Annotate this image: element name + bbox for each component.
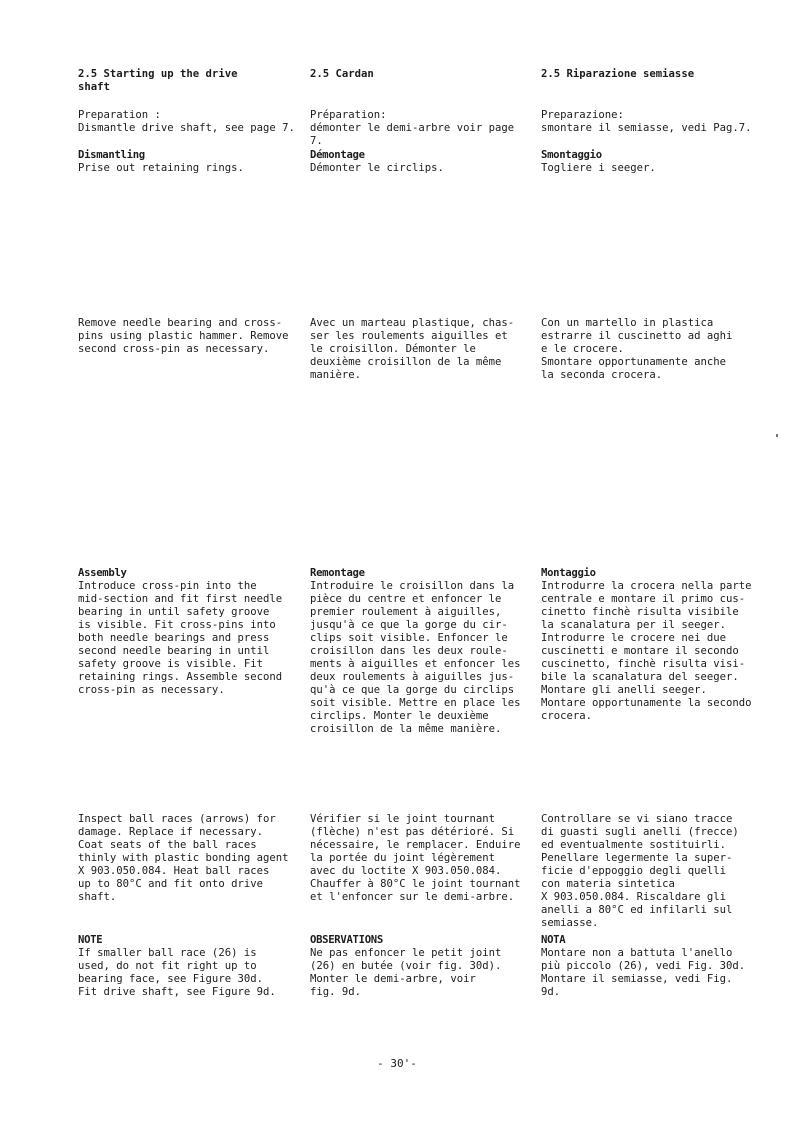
needle-bearing-text: Remove needle bearing and cross- pins using plastic hammer. Remove second cross-pin as necessary. xyxy=(78,317,289,355)
dismantling-heading: Démontage xyxy=(310,149,365,161)
note-text: If smaller ball race (26) is used, do not fit right up to bearing face, see Figure 30d. Fit drive shaft, see Figure 9d. xyxy=(78,947,276,998)
column-french xyxy=(310,0,532,1122)
preparation-heading: Preparation : xyxy=(78,109,161,121)
note-heading: NOTA xyxy=(541,934,566,946)
column-italian xyxy=(541,0,769,1122)
page-number: - 30'- xyxy=(377,1057,417,1070)
note-text: Montare non a battuta l'anello più piccolo (26), vedi Fig. 30d. Montare il semiasse, vedi Fig. 9d. xyxy=(541,947,746,998)
dismantling-heading: Smontaggio xyxy=(541,149,602,161)
assembly-text: Introdurre la crocera nella parte centrale e montare il primo cus- cinetto finchè risulta visibile la scanalatura per il seeger. Introdurre le crocere nei due cuscinetti e montare il secondo cuscinetto, finchè risulta visi- bile la scanalatura del seeger. Montare gli anelli seeger. Montare opportunamente la secondo crocera. xyxy=(541,580,752,722)
preparation-text: smontare il semiasse, vedi Pag.7. xyxy=(541,122,752,134)
inspect-text: Inspect ball races (arrows) for damage. Replace if necessary. Coat seats of the ball races thinly with plastic bonding agent X 903.050.084. Heat ball races up to 80°C and fit onto drive shaft. xyxy=(78,813,289,903)
section-title: 2.5 Cardan xyxy=(310,68,374,80)
preparation-heading: Préparation: xyxy=(310,109,387,121)
needle-bearing-text: Avec un marteau plastique, chas- ser les roulements aiguilles et le croisillon. Démonter le deuxième croisillon de la même manière. xyxy=(310,317,515,381)
dismantling-text: Prise out retaining rings. xyxy=(78,162,244,174)
assembly-heading: Remontage xyxy=(310,567,365,579)
note-heading: OBSERVATIONS xyxy=(310,934,383,946)
needle-bearing-text: Con un martello in plastica estrarre il cuscinetto ad aghi e le crocere. Smontare opportunamente anche la seconda crocera. xyxy=(541,317,733,381)
column-english xyxy=(78,0,300,1122)
note-text: Ne pas enfoncer le petit joint (26) en butée (voir fig. 30d). Monter le demi-arbre, voir fig. 9d. xyxy=(310,947,502,998)
assembly-heading: Assembly xyxy=(78,567,127,579)
preparation-text: démonter le demi-arbre voir page 7. xyxy=(310,122,515,147)
dismantling-text: Togliere i seeger. xyxy=(541,162,656,174)
section-title: 2.5 Starting up the drive shaft xyxy=(78,68,238,93)
scan-speck xyxy=(776,434,778,437)
inspect-text: Vérifier si le joint tournant (flèche) n'est pas détérioré. Si nécessaire, le remplacer. Enduire la portée du joint légèrement avec du loctite X 903.050.084. Chauffer à 80°C le joint tournant et l'enfoncer sur le demi-arbre. xyxy=(310,813,521,903)
dismantling-text: Démonter le circlips. xyxy=(310,162,444,174)
section-title: 2.5 Riparazione semiasse xyxy=(541,68,695,80)
inspect-text: Controllare se vi siano tracce di guasti sugli anelli (frecce) ed eventualmente sostituirli. Penellare legermente la super- ficie d'eppoggio degli quelli con materia sintetica X 903.050.084. Riscaldare gli anelli a 80°C ed infilarli sul semiasse. xyxy=(541,813,739,929)
assembly-text: Introduce cross-pin into the mid-section and fit first needle bearing in until safety groove is visible. Fit cross-pins into both needle bearings and press second needle bearing in until safety groove is visible. Fit retaining rings. Assemble second cross-pin as necessary. xyxy=(78,580,283,696)
assembly-text: Introduire le croisillon dans la pièce du centre et enfoncer le premier roulement à aiguilles, jusqu'à ce que la gorge du cir- clips soit visible. Enfoncer le croisillon dans les deux roule- ments à aiguilles et enfoncer les deux roulements à aiguilles jus- qu'à ce que la gorge du circlips soit visible. Mettre en place les circlips. Monter le deuxième croisillon de la même manière. xyxy=(310,580,521,735)
note-heading: NOTE xyxy=(78,934,103,946)
preparation-text: Dismantle drive shaft, see page 7. xyxy=(78,122,295,134)
dismantling-heading: Dismantling xyxy=(78,149,145,161)
preparation-heading: Preparazione: xyxy=(541,109,624,121)
assembly-heading: Montaggio xyxy=(541,567,596,579)
